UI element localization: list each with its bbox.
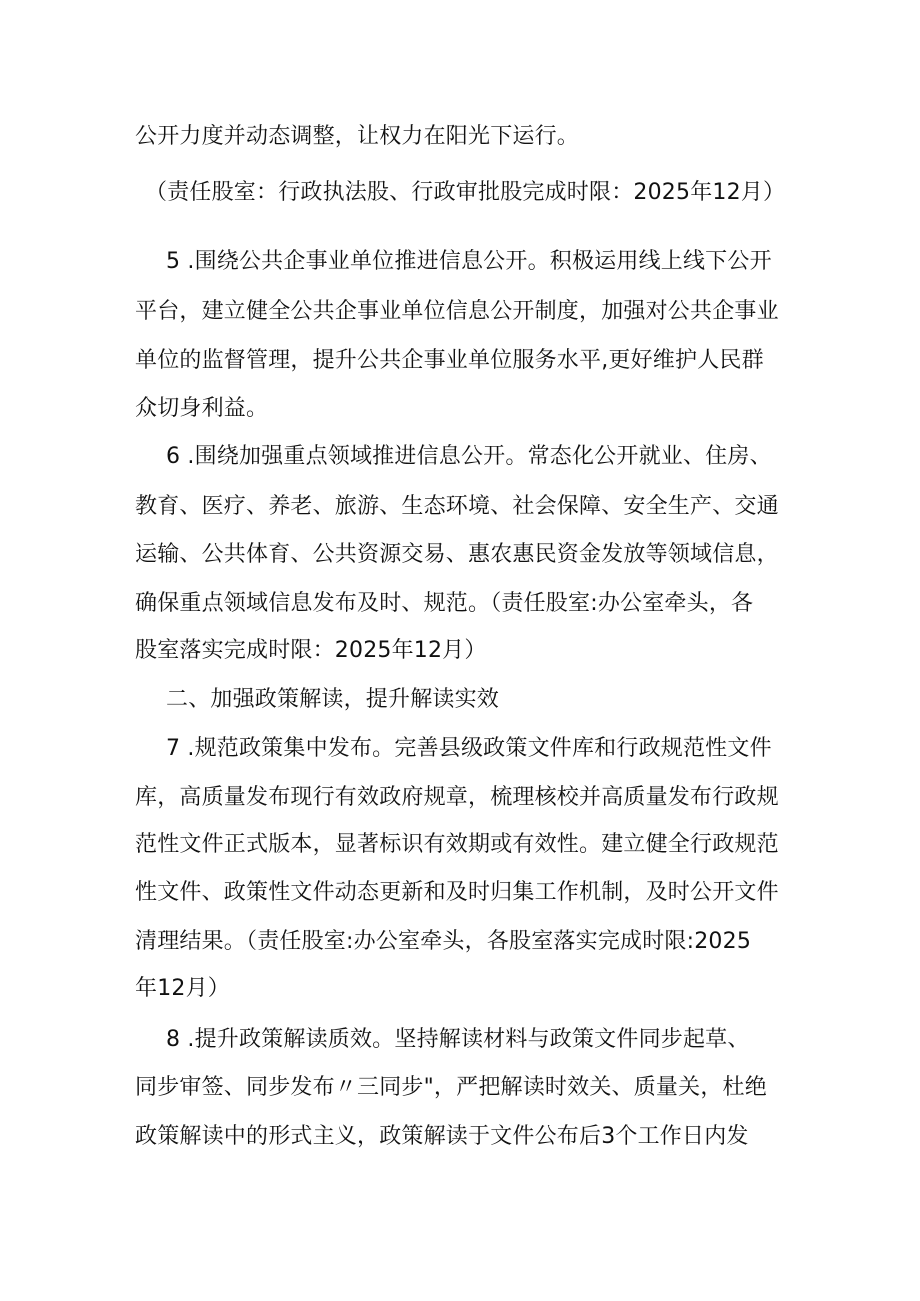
text-line-9: 运输、公共体育、公共资源交易、惠农惠民资金发放等领域信息， — [135, 542, 779, 567]
section-heading: 二、加强政策解读，提升解读实效 — [166, 687, 500, 712]
text-line-8: 教育、医疗、养老、旅游、生态环境、社会保障、安全生产、交通 — [135, 494, 779, 519]
text-line-19: 8 .提升政策解读质效。坚持解读材料与政策文件同步起草、 — [166, 1027, 750, 1052]
text-line-11: 股室落实完成时限：2025年12月） — [135, 638, 487, 663]
text-line-2: （责任股室：行政执法股、行政审批股完成时限：2025年12月） — [145, 180, 786, 205]
text-line-5: 单位的监督管理，提升公共企事业单位服务水平,更好维护人民群 — [135, 348, 764, 373]
text-line-7: 6 .围绕加强重点领域推进信息公开。常态化公开就业、住房、 — [166, 444, 772, 469]
text-line-17: 清理结果。（责任股室:办公室牵头，各股室落实完成时限:2025 — [135, 929, 752, 954]
text-line-1: 公开力度并动态调整，让权力在阳光下运行。 — [135, 124, 580, 149]
text-line-18: 年12月） — [135, 976, 230, 1001]
text-line-14: 库，高质量发布现行有效政府规章，梳理核校并高质量发布行政规 — [135, 785, 779, 810]
text-line-6: 众切身利益。 — [135, 396, 269, 421]
text-line-4: 平台，建立健全公共企事业单位信息公开制度，加强对公共企事业 — [135, 299, 779, 324]
text-line-20: 同步审签、同步发布〃三同步"，严把解读时效关、质量关，杜绝 — [135, 1075, 767, 1100]
text-line-10: 确保重点领域信息发布及时、规范。（责任股室:办公室牵头，各 — [135, 591, 754, 616]
text-line-21: 政策解读中的形式主义，政策解读于文件公布后3个工作日内发 — [135, 1124, 749, 1149]
text-line-15: 范性文件正式版本，显著标识有效期或有效性。建立健全行政规范 — [135, 832, 779, 857]
text-line-3: 5 .围绕公共企事业单位推进信息公开。积极运用线上线下公开 — [166, 249, 772, 274]
text-line-13: 7 .规范政策集中发布。完善县级政策文件库和行政规范性文件 — [166, 736, 772, 761]
text-line-16: 性文件、政策性文件动态更新和及时归集工作机制，及时公开文件 — [135, 880, 779, 905]
